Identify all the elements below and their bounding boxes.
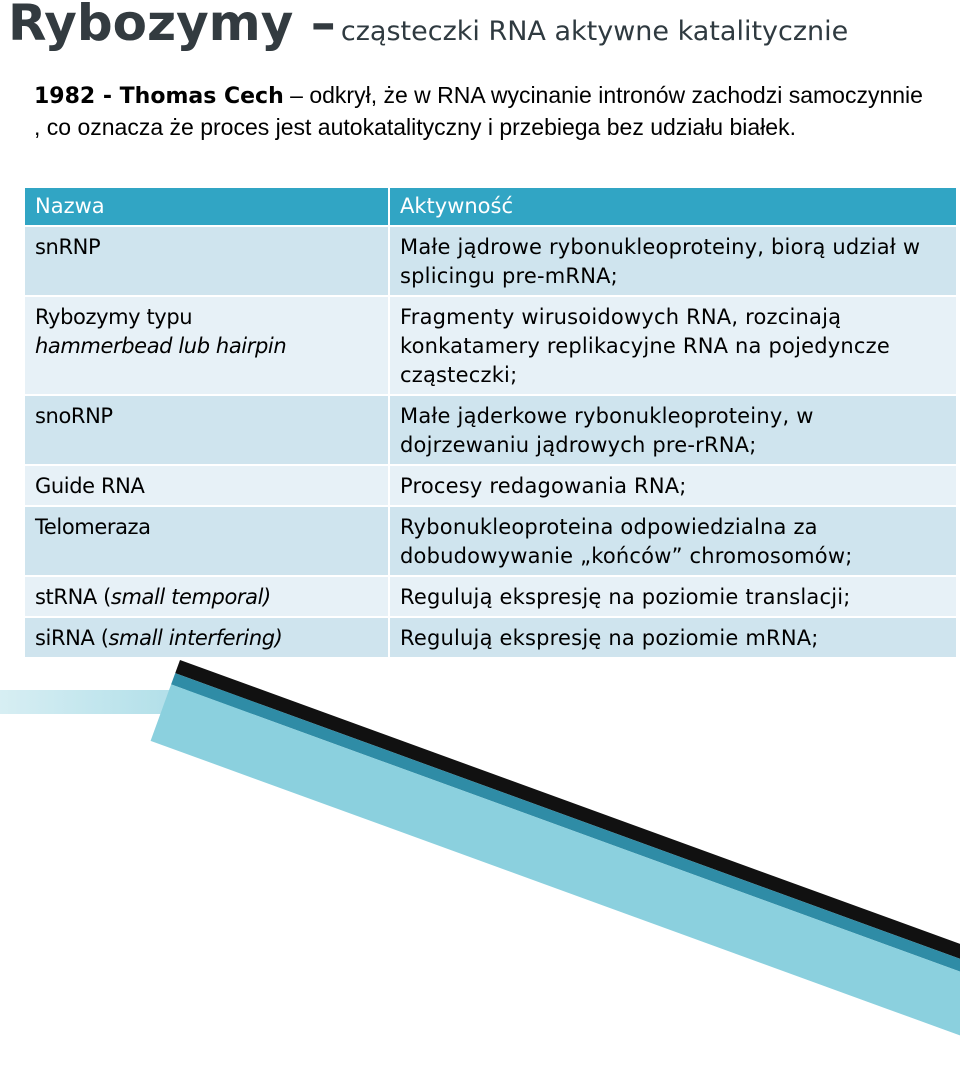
table-row [24,395,957,465]
table-row [24,296,957,395]
decorative-stripe [139,660,960,1081]
cell-activity: Małe jądrowe rybonukleoproteiny, biorą udział w splicingu pre-mRNA; [389,226,957,296]
cell-name: siRNA (small interfering) [24,617,389,658]
header-activity: Aktywność [389,187,957,226]
cell-activity: Procesy redagowania RNA; [389,465,957,506]
cell-activity: Regulują ekspresję na poziomie translacji; [389,576,957,617]
table-row [24,617,957,658]
cell-name: Rybozymy typu hammerbead lub hairpin [24,296,389,395]
ribozyme-table [23,186,958,659]
cell-name: stRNA (small temporal) [24,576,389,617]
cell-activity: Rybonukleoproteina odpowiedzialna za dobudowywanie „końców” chromosomów; [389,506,957,576]
title-main: Rybozymy – [8,0,336,52]
cell-activity: Regulują ekspresję na poziomie mRNA; [389,617,957,658]
title-subtitle: cząsteczki RNA aktywne katalitycznie [340,16,849,47]
slide-title [8,0,848,52]
table-row [24,576,957,617]
cell-name: snRNP [24,226,389,296]
cell-name: Telomeraza [24,506,389,576]
cell-activity: Fragmenty wirusoidowych RNA, rozcinają konkatamery replikacyjne RNA na pojedyncze cząsteczki; [389,296,957,395]
cell-name: Guide RNA [24,465,389,506]
cell-activity: Małe jąderkowe rybonukleoproteiny, w dojrzewaniu jądrowych pre-rRNA; [389,395,957,465]
table-row [24,465,957,506]
table-row [24,226,957,296]
cell-name: snoRNP [24,395,389,465]
header-name: Nazwa [24,187,389,226]
table-header-row [24,187,957,226]
intro-paragraph [34,80,934,142]
intro-text: – odkrył, że w RNA wycinanie intronów zachodzi samoczynnie , co oznacza że proces jest autokatalityczny i przebiega bez udziału białek. [34,82,923,140]
table-row [24,506,957,576]
decorative-gradient [0,690,260,714]
intro-bold: 1982 - Thomas Cech [34,84,284,109]
